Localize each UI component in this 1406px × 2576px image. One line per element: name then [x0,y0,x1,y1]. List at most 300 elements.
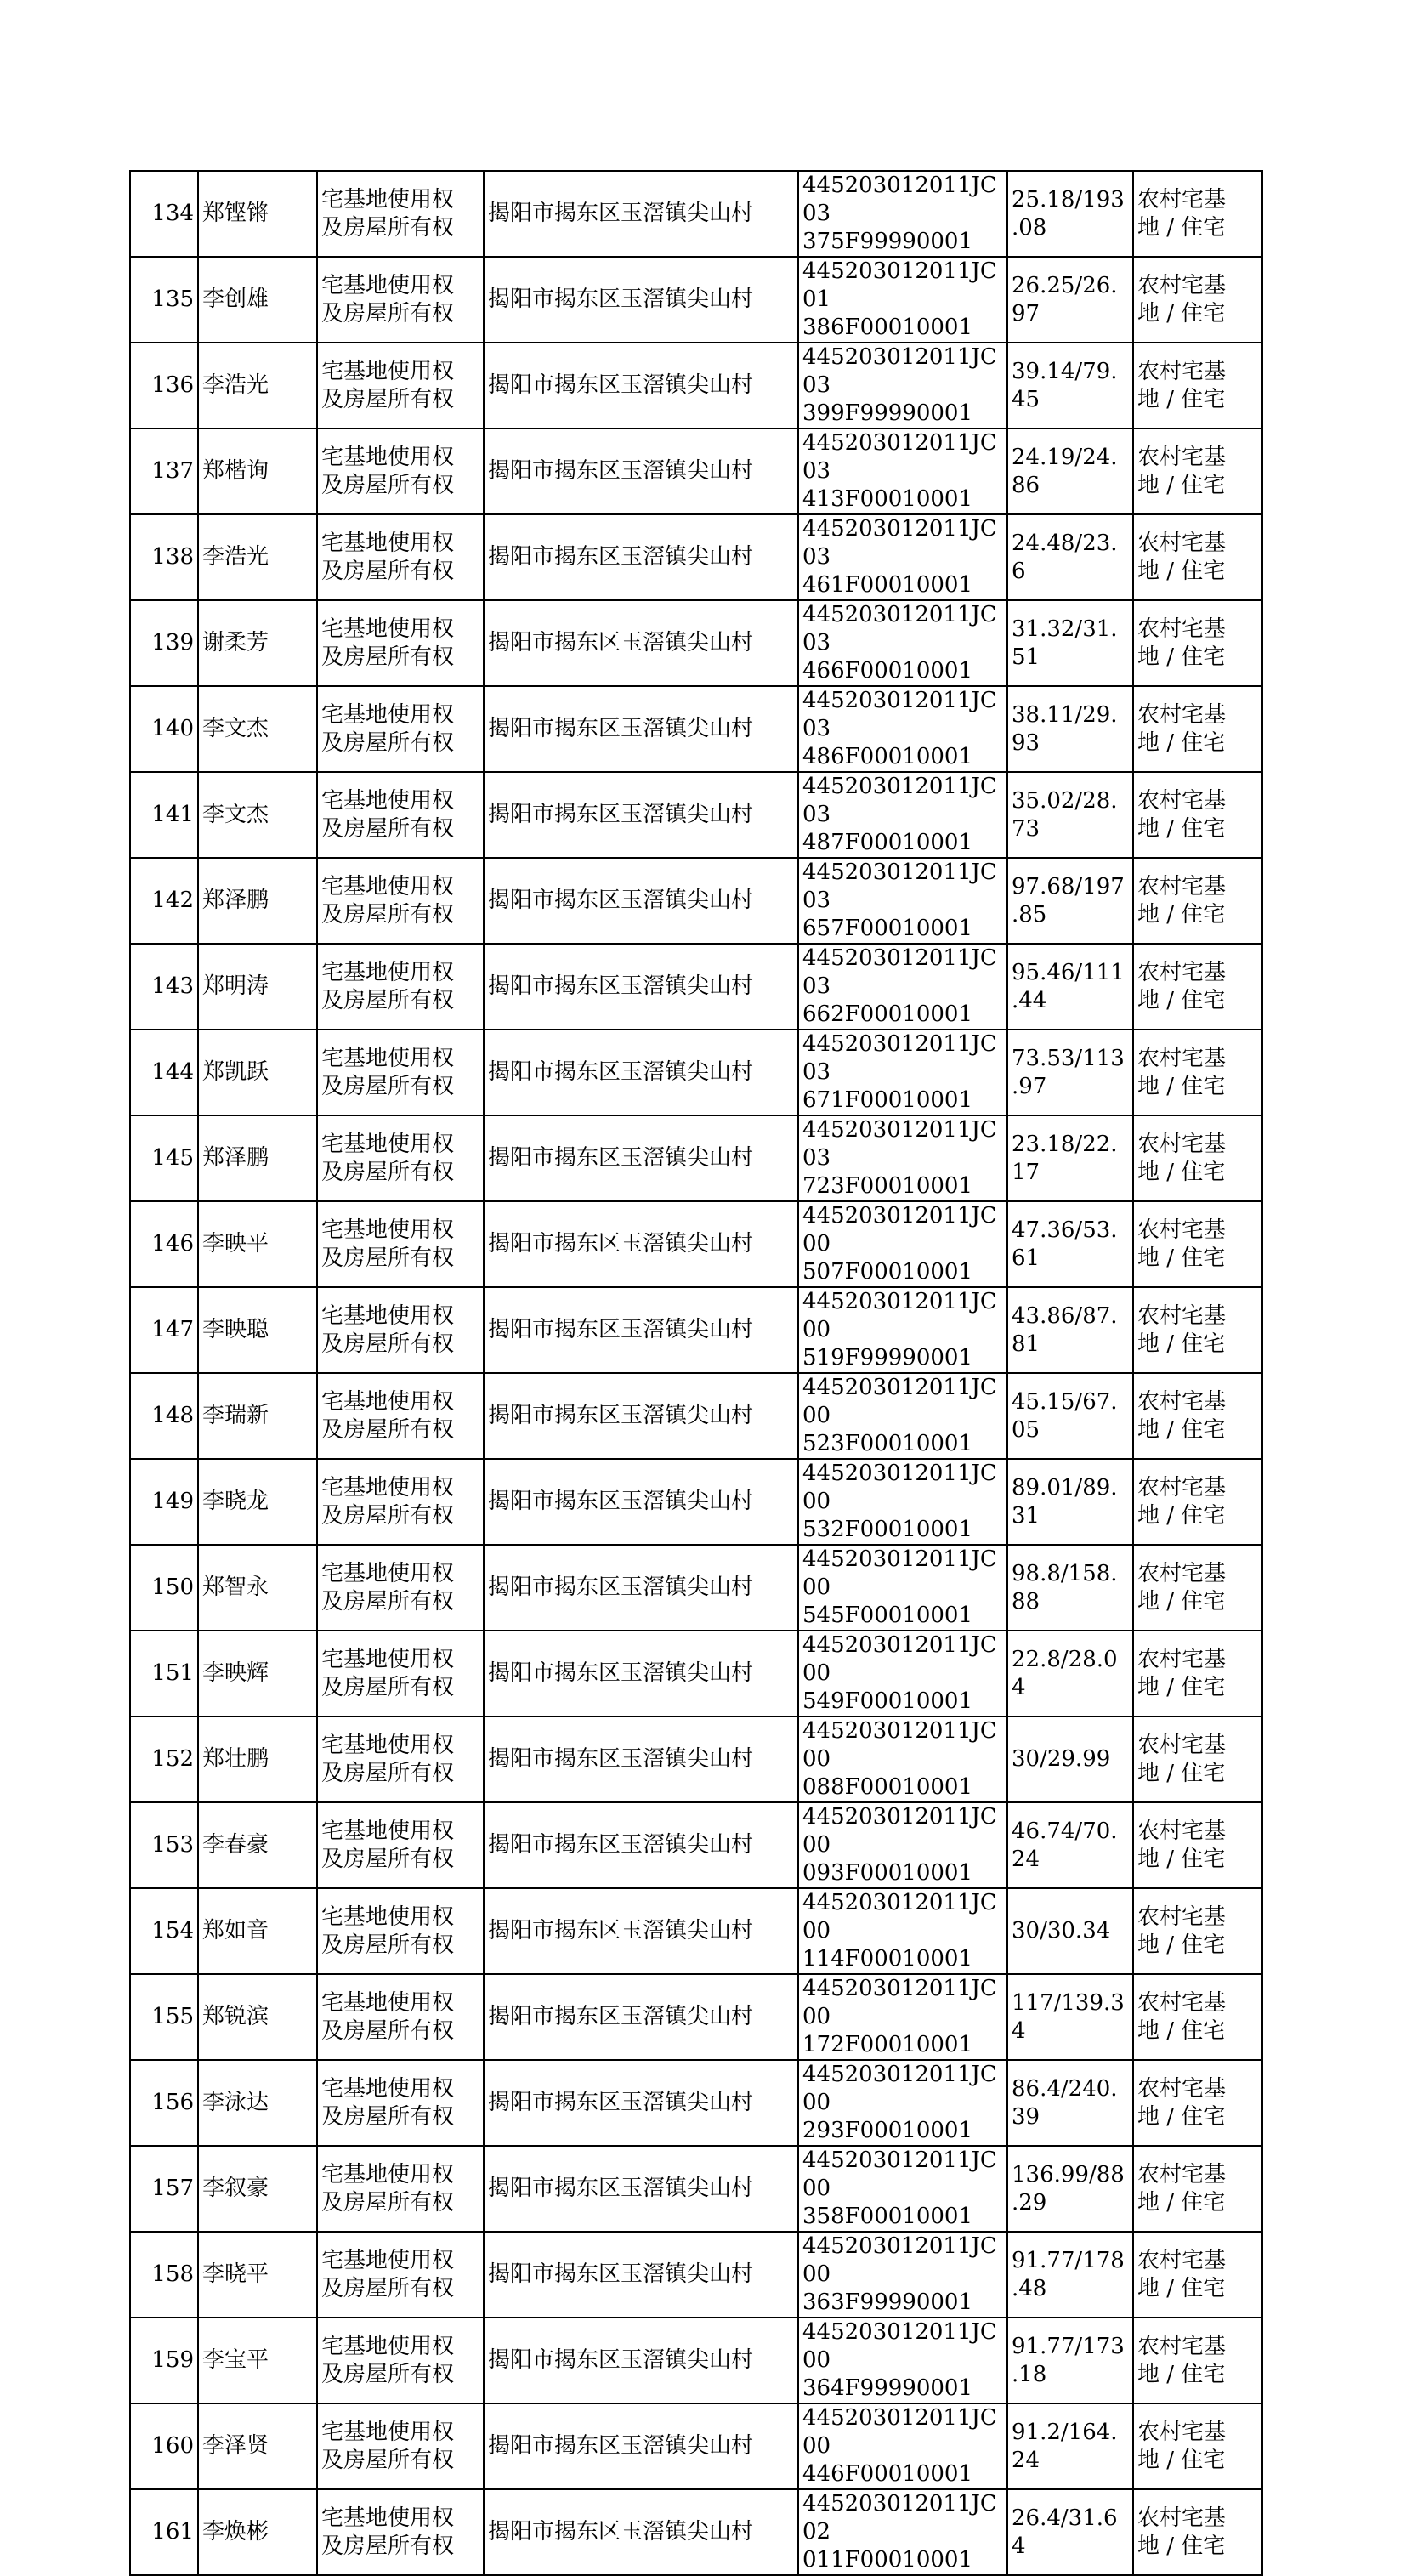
land-use-text: 农村宅基 [1137,701,1227,728]
owner-name-cell [198,1545,317,1631]
area-text: .18 [1012,2361,1047,2387]
area-text: .97 [1012,1073,1047,1099]
parcel-code-text: 386F00010001 [802,315,973,340]
parcel-code-text: 523F00010001 [802,1431,973,1456]
table-row [130,1888,1262,1974]
owner-name-cell [198,1287,317,1373]
table-row [130,858,1262,944]
parcel-code-cell [798,600,1007,686]
row-number-text: 143 [151,973,194,999]
owner-name-cell [198,2146,317,2232]
land-use-text: 农村宅基 [1137,1474,1227,1501]
table-row [130,1974,1262,2060]
land-use-cell [1133,1631,1262,1716]
right-type-text: 宅基地使用权 [321,1045,455,1071]
land-use-text: 地 / 住宅 [1137,2103,1226,2130]
land-use-text: 地 / 住宅 [1137,2361,1226,2387]
location-text: 揭阳市揭东区玉滘镇尖山村 [488,2004,754,2029]
right-type-cell [317,2489,484,2575]
owner-name-text: 郑铿锵 [202,201,269,226]
area-text: 117/139.3 [1012,1989,1125,2016]
area-text: .85 [1012,901,1047,928]
location-text: 揭阳市揭东区玉滘镇尖山村 [488,1746,754,1772]
right-type-cell [317,1030,484,1115]
right-type-text: 及房屋所有权 [321,1588,455,1614]
location-text: 揭阳市揭东区玉滘镇尖山村 [488,1231,754,1257]
parcel-code-text: 445203012011JC00 [802,1461,997,1514]
area-text: 51 [1012,644,1040,670]
area-text: 30/30.34 [1012,1918,1111,1943]
area-text: 31 [1012,1502,1040,1529]
row-number-text: 158 [151,2261,194,2287]
right-type-text: 宅基地使用权 [321,2333,455,2359]
location-cell [484,1631,798,1716]
land-use-text: 地 / 住宅 [1137,2447,1226,2473]
right-type-text: 及房屋所有权 [321,1846,455,1872]
row-number-cell [130,600,198,686]
right-type-text: 宅基地使用权 [321,1302,455,1329]
parcel-code-text: 445203012011JC00 [802,1804,997,1858]
row-number-text: 160 [151,2433,194,2459]
location-text: 揭阳市揭东区玉滘镇尖山村 [488,630,754,655]
area-text: 136.99/88 [1012,2161,1125,2187]
parcel-code-text: 445203012011JC03 [802,1117,997,1171]
land-use-cell [1133,1115,1262,1201]
location-cell [484,1030,798,1115]
land-use-cell [1133,1030,1262,1115]
location-cell [484,343,798,428]
land-use-cell [1133,1373,1262,1459]
land-use-text: 地 / 住宅 [1137,1846,1226,1872]
table-row [130,171,1262,257]
row-number-cell [130,1373,198,1459]
area-text: 24.19/24. [1012,444,1118,470]
row-number-text: 134 [151,201,194,226]
parcel-code-text: 549F00010001 [802,1688,973,1714]
owner-name-text: 李晓平 [202,2261,269,2287]
parcel-code-text: 445203012011JC00 [802,2148,997,2201]
location-text: 揭阳市揭东区玉滘镇尖山村 [488,1317,754,1342]
land-use-text: 农村宅基 [1137,2505,1227,2531]
land-use-cell [1133,257,1262,343]
right-type-cell [317,343,484,428]
location-text: 揭阳市揭东区玉滘镇尖山村 [488,716,754,741]
owner-name-cell [198,1631,317,1716]
land-use-cell [1133,600,1262,686]
right-type-cell [317,2060,484,2146]
land-use-text: 地 / 住宅 [1137,1760,1226,1786]
land-use-text: 农村宅基 [1137,1388,1227,1415]
owner-name-cell [198,514,317,600]
area-text: 91.77/173 [1012,2333,1125,2359]
right-type-text: 及房屋所有权 [321,987,455,1013]
row-number-text: 136 [151,372,194,398]
location-text: 揭阳市揭东区玉滘镇尖山村 [488,1489,754,1514]
owner-name-text: 李宝平 [202,2347,269,2373]
area-cell [1007,2403,1133,2489]
parcel-code-text: 088F00010001 [802,1774,973,1800]
land-use-text: 农村宅基 [1137,186,1227,213]
area-text: 25.18/193 [1012,186,1125,213]
owner-name-cell [198,2318,317,2403]
row-number-cell [130,1287,198,1373]
owner-name-text: 李映平 [202,1231,269,1257]
area-text: 4 [1012,1674,1026,1700]
parcel-code-text: 293F00010001 [802,2118,973,2143]
owner-name-text: 李焕彬 [202,2519,269,2545]
area-cell [1007,600,1133,686]
location-text: 揭阳市揭东区玉滘镇尖山村 [488,1918,754,1943]
parcel-code-text: 445203012011JC03 [802,1031,997,1085]
right-type-cell [317,1373,484,1459]
right-type-text: 及房屋所有权 [321,2533,455,2559]
area-text: 86 [1012,472,1040,498]
area-text: 38.11/29. [1012,701,1118,728]
owner-name-cell [198,686,317,772]
parcel-code-cell [798,858,1007,944]
row-number-text: 135 [151,287,194,312]
parcel-code-text: 445203012011JC02 [802,2491,997,2545]
table-row [130,2232,1262,2318]
right-type-cell [317,1802,484,1888]
land-use-text: 地 / 住宅 [1137,1932,1226,1958]
owner-name-cell [198,1373,317,1459]
location-cell [484,600,798,686]
row-number-text: 145 [151,1145,194,1171]
land-use-text: 地 / 住宅 [1137,1159,1226,1185]
owner-name-text: 郑泽鹏 [202,888,269,913]
right-type-cell [317,1888,484,1974]
table-row [130,772,1262,858]
land-use-cell [1133,2146,1262,2232]
area-text: 97.68/197 [1012,873,1125,899]
right-type-text: 宅基地使用权 [321,1989,455,2016]
location-text: 揭阳市揭东区玉滘镇尖山村 [488,1660,754,1686]
area-text: 89.01/89. [1012,1474,1118,1501]
right-type-text: 及房屋所有权 [321,2361,455,2387]
right-type-text: 及房屋所有权 [321,1159,455,1185]
right-type-text: 宅基地使用权 [321,272,455,298]
location-cell [484,171,798,257]
row-number-text: 146 [151,1231,194,1257]
parcel-code-cell [798,2060,1007,2146]
right-type-text: 及房屋所有权 [321,2275,455,2301]
row-number-cell [130,2146,198,2232]
row-number-text: 148 [151,1403,194,1428]
land-use-cell [1133,1545,1262,1631]
row-number-text: 140 [151,716,194,741]
area-text: 93 [1012,729,1040,756]
land-use-cell [1133,514,1262,600]
row-number-text: 139 [151,630,194,655]
right-type-cell [317,1115,484,1201]
right-type-text: 及房屋所有权 [321,300,455,326]
row-number-cell [130,514,198,600]
table-row [130,1373,1262,1459]
owner-name-cell [198,257,317,343]
land-use-cell [1133,2318,1262,2403]
location-cell [484,686,798,772]
parcel-code-text: 445203012011JC03 [802,860,997,913]
parcel-code-cell [798,1459,1007,1545]
area-text: 4 [1012,2017,1026,2044]
owner-name-cell [198,1802,317,1888]
table-row [130,1631,1262,1716]
owner-name-text: 李泽贤 [202,2433,269,2459]
right-type-cell [317,2146,484,2232]
table-row [130,600,1262,686]
area-text: 31.32/31. [1012,616,1118,642]
row-number-text: 152 [151,1746,194,1772]
land-use-text: 地 / 住宅 [1137,815,1226,842]
location-cell [484,2403,798,2489]
right-type-text: 宅基地使用权 [321,873,455,899]
parcel-code-cell [798,1631,1007,1716]
area-text: .48 [1012,2275,1047,2301]
area-text: 4 [1012,2533,1026,2559]
owner-name-cell [198,858,317,944]
parcel-code-cell [798,1201,1007,1287]
area-cell [1007,257,1133,343]
land-use-cell [1133,858,1262,944]
row-number-cell [130,772,198,858]
area-cell [1007,1974,1133,2060]
land-use-text: 农村宅基 [1137,2247,1227,2273]
location-text: 揭阳市揭东区玉滘镇尖山村 [488,458,754,484]
right-type-text: 宅基地使用权 [321,358,455,384]
right-type-text: 宅基地使用权 [321,2247,455,2273]
row-number-text: 154 [151,1918,194,1943]
parcel-code-text: 671F00010001 [802,1087,973,1113]
area-text: .08 [1012,214,1047,241]
parcel-code-text: 519F99990001 [802,1345,973,1370]
table-row [130,2489,1262,2575]
parcel-code-text: 445203012011JC00 [802,1718,997,1772]
right-type-text: 及房屋所有权 [321,472,455,498]
owner-name-cell [198,772,317,858]
land-use-text: 农村宅基 [1137,1302,1227,1329]
right-type-text: 及房屋所有权 [321,1674,455,1700]
owner-name-text: 李晓龙 [202,1489,269,1514]
area-text: 45 [1012,386,1040,412]
row-number-cell [130,1888,198,1974]
land-use-text: 农村宅基 [1137,873,1227,899]
area-cell [1007,1888,1133,1974]
owner-name-text: 李瑞新 [202,1403,269,1428]
location-text: 揭阳市揭东区玉滘镇尖山村 [488,287,754,312]
parcel-code-text: 445203012011JC00 [802,1203,997,1257]
owner-name-text: 李文杰 [202,716,269,741]
owner-name-cell [198,1888,317,1974]
area-cell [1007,858,1133,944]
right-type-cell [317,2403,484,2489]
land-use-text: 农村宅基 [1137,2161,1227,2187]
area-cell [1007,2060,1133,2146]
land-use-text: 农村宅基 [1137,787,1227,814]
land-use-text: 地 / 住宅 [1137,1674,1226,1700]
row-number-text: 141 [151,802,194,827]
registry-table-body [130,171,1262,2575]
right-type-cell [317,772,484,858]
row-number-text: 147 [151,1317,194,1342]
area-cell [1007,428,1133,514]
land-use-cell [1133,1716,1262,1802]
area-text: 05 [1012,1416,1040,1443]
table-row [130,1201,1262,1287]
area-text: 73 [1012,815,1040,842]
parcel-code-cell [798,428,1007,514]
area-text: 26.4/31.6 [1012,2505,1118,2531]
right-type-text: 宅基地使用权 [321,1732,455,1758]
owner-name-text: 谢柔芳 [202,630,269,655]
parcel-code-text: 363F99990001 [802,2289,973,2315]
parcel-code-cell [798,1545,1007,1631]
right-type-text: 及房屋所有权 [321,386,455,412]
area-cell [1007,1802,1133,1888]
land-use-text: 地 / 住宅 [1137,2017,1226,2044]
land-use-text: 农村宅基 [1137,530,1227,556]
table-row [130,1716,1262,1802]
owner-name-text: 郑凯跃 [202,1059,269,1085]
row-number-cell [130,2489,198,2575]
table-row [130,428,1262,514]
right-type-text: 宅基地使用权 [321,1217,455,1243]
area-text: 45.15/67. [1012,1388,1118,1415]
owner-name-cell [198,343,317,428]
parcel-code-text: 358F00010001 [802,2204,973,2229]
area-cell [1007,514,1133,600]
location-text: 揭阳市揭东区玉滘镇尖山村 [488,2519,754,2545]
right-type-cell [317,428,484,514]
parcel-code-text: 399F99990001 [802,400,973,426]
parcel-code-cell [798,2489,1007,2575]
right-type-text: 及房屋所有权 [321,2017,455,2044]
land-use-cell [1133,171,1262,257]
table-row [130,2318,1262,2403]
land-use-text: 地 / 住宅 [1137,901,1226,928]
land-use-text: 农村宅基 [1137,2075,1227,2102]
area-cell [1007,1201,1133,1287]
right-type-text: 及房屋所有权 [321,1073,455,1099]
land-use-text: 农村宅基 [1137,1217,1227,1243]
owner-name-cell [198,2403,317,2489]
parcel-code-cell [798,1888,1007,1974]
area-text: 88 [1012,1588,1040,1614]
parcel-code-cell [798,944,1007,1030]
land-use-text: 地 / 住宅 [1137,729,1226,756]
table-row [130,2403,1262,2489]
right-type-text: 及房屋所有权 [321,1760,455,1786]
land-use-text: 地 / 住宅 [1137,2275,1226,2301]
land-use-text: 地 / 住宅 [1137,1588,1226,1614]
owner-name-cell [198,2232,317,2318]
row-number-cell [130,1802,198,1888]
parcel-code-text: 413F00010001 [802,486,973,512]
area-cell [1007,2489,1133,2575]
location-text: 揭阳市揭东区玉滘镇尖山村 [488,2176,754,2201]
right-type-text: 及房屋所有权 [321,1245,455,1271]
location-text: 揭阳市揭东区玉滘镇尖山村 [488,802,754,827]
location-cell [484,1888,798,1974]
table-row [130,944,1262,1030]
parcel-code-text: 445203012011JC00 [802,1375,997,1428]
owner-name-text: 李文杰 [202,802,269,827]
land-use-text: 农村宅基 [1137,1904,1227,1930]
area-text: 46.74/70. [1012,1818,1118,1844]
area-cell [1007,1115,1133,1201]
row-number-cell [130,686,198,772]
area-text: 43.86/87. [1012,1302,1118,1329]
owner-name-text: 郑楷询 [202,458,269,484]
owner-name-text: 郑锐滨 [202,2004,269,2029]
parcel-code-text: 461F00010001 [802,572,973,598]
table-row [130,686,1262,772]
right-type-text: 及房屋所有权 [321,1932,455,1958]
land-use-cell [1133,1459,1262,1545]
land-use-cell [1133,1287,1262,1373]
parcel-code-cell [798,1115,1007,1201]
right-type-text: 及房屋所有权 [321,1502,455,1529]
parcel-code-text: 445203012011JC01 [802,258,997,312]
land-use-text: 农村宅基 [1137,444,1227,470]
parcel-code-text: 172F00010001 [802,2032,973,2057]
location-text: 揭阳市揭东区玉滘镇尖山村 [488,2433,754,2459]
row-number-cell [130,171,198,257]
location-cell [484,257,798,343]
location-cell [484,2318,798,2403]
location-cell [484,772,798,858]
location-text: 揭阳市揭东区玉滘镇尖山村 [488,2347,754,2373]
area-cell [1007,772,1133,858]
parcel-code-text: 532F00010001 [802,1517,973,1542]
right-type-cell [317,514,484,600]
location-text: 揭阳市揭东区玉滘镇尖山村 [488,1145,754,1171]
area-cell [1007,1545,1133,1631]
area-text: 98.8/158. [1012,1560,1118,1586]
land-use-cell [1133,1888,1262,1974]
row-number-cell [130,858,198,944]
parcel-code-text: 114F00010001 [802,1946,973,1972]
owner-name-text: 李春豪 [202,1832,269,1858]
owner-name-text: 李叙豪 [202,2176,269,2201]
parcel-code-text: 445203012011JC00 [802,2233,997,2287]
area-cell [1007,2232,1133,2318]
location-text: 揭阳市揭东区玉滘镇尖山村 [488,973,754,999]
right-type-text: 宅基地使用权 [321,2075,455,2102]
right-type-text: 及房屋所有权 [321,815,455,842]
right-type-text: 及房屋所有权 [321,2103,455,2130]
land-use-text: 地 / 住宅 [1137,2533,1226,2559]
area-cell [1007,1459,1133,1545]
owner-name-cell [198,2489,317,2575]
area-text: 24 [1012,2447,1040,2473]
parcel-code-text: 486F00010001 [802,744,973,769]
right-type-text: 宅基地使用权 [321,1646,455,1672]
area-text: 39.14/79. [1012,358,1118,384]
right-type-text: 宅基地使用权 [321,1474,455,1501]
land-use-text: 地 / 住宅 [1137,1245,1226,1271]
right-type-text: 宅基地使用权 [321,444,455,470]
area-cell [1007,1716,1133,1802]
area-cell [1007,686,1133,772]
right-type-text: 宅基地使用权 [321,186,455,213]
right-type-cell [317,944,484,1030]
location-cell [484,1802,798,1888]
land-use-text: 地 / 住宅 [1137,472,1226,498]
parcel-code-text: 466F00010001 [802,658,973,684]
right-type-text: 宅基地使用权 [321,1560,455,1586]
area-text: 91.2/164. [1012,2419,1118,2445]
